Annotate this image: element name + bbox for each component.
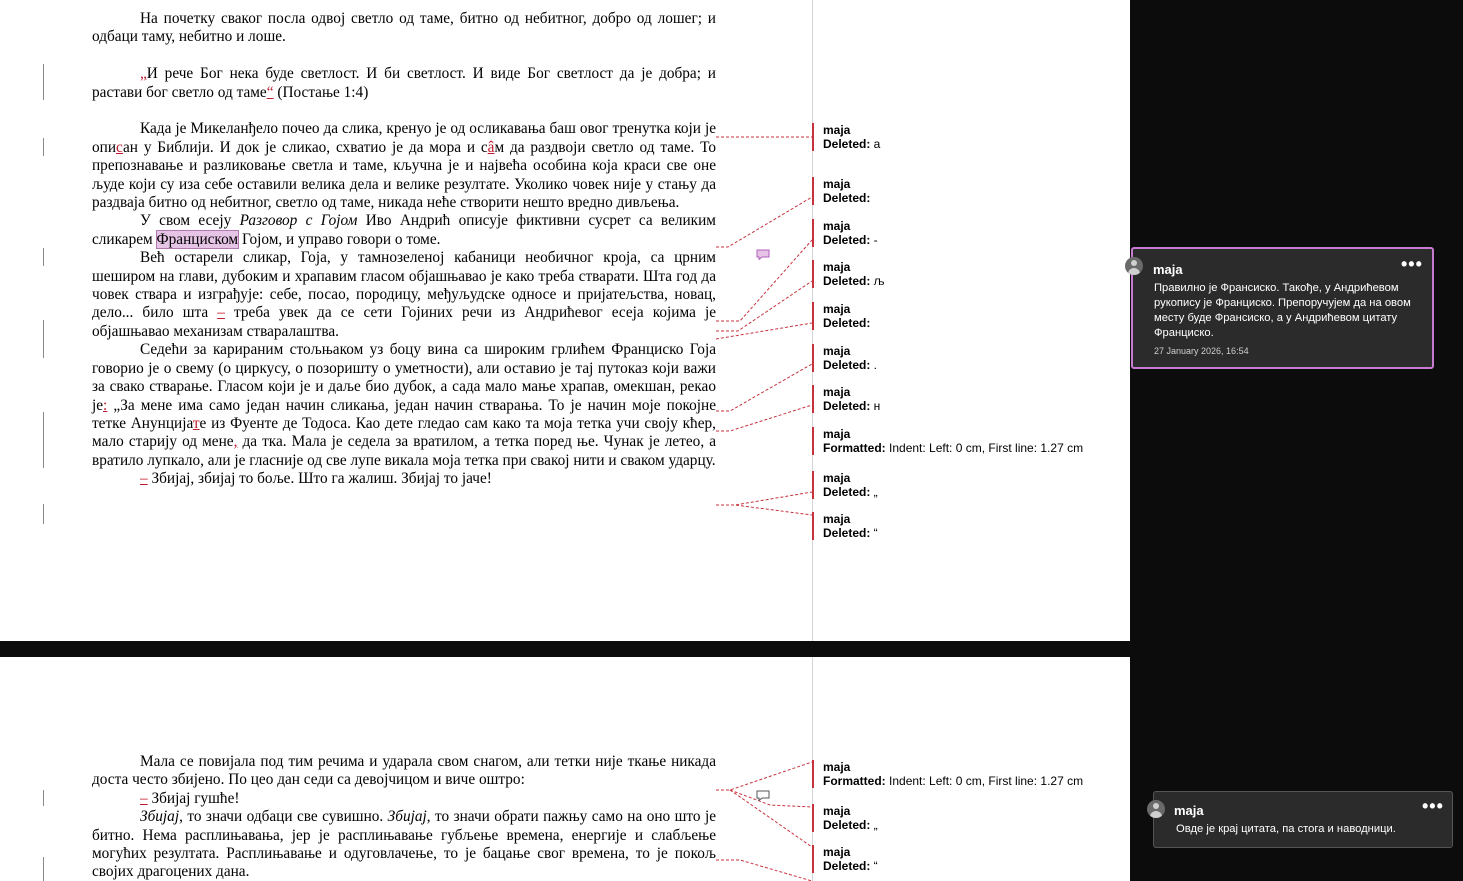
paragraph: У свом есеју Разговор с Гојом Иво Андрић описује фиктивни сусрет са великим сликарем Франциском Гојом, и управо говори о томе.	[92, 212, 716, 248]
comment-card-active[interactable]	[1131, 247, 1434, 369]
revision-balloon[interactable]: maja Deleted: .	[812, 344, 877, 372]
revision-balloon[interactable]: maja Deleted:	[812, 177, 870, 205]
comment-anchor-highlight[interactable]: Франциском	[156, 230, 239, 248]
inserted-text: т	[192, 414, 200, 432]
inserted-text: –	[140, 470, 148, 488]
inserted-text: „	[140, 65, 147, 83]
comment-text: Овде је крај цитата, па стога и наводници.	[1176, 823, 1396, 835]
change-bar	[43, 504, 44, 524]
comment-author: maja	[1153, 262, 1183, 277]
change-bar	[43, 248, 44, 266]
revision-balloon[interactable]: maja Deleted: а	[812, 123, 880, 151]
revision-balloon[interactable]: maja Formatted: Indent: Left: 0 cm, First line: 1.27 cm	[812, 760, 1083, 788]
comment-text: Правилно је Франсиско. Такође, у Андрићевом рукопису је Францискo. Препоручујем да на овом месту буде Франсиско, а у Андрићевом цитату Франциско.	[1154, 282, 1411, 339]
change-bar	[43, 412, 44, 468]
revision-balloon[interactable]: maja Deleted: -	[812, 219, 878, 247]
change-bar	[43, 320, 44, 358]
comment-timestamp: 27 January 2026, 16:54	[1154, 346, 1249, 356]
inserted-text: с	[116, 138, 124, 156]
paragraph: – Збијај гушће!	[140, 789, 240, 807]
comment-marker-icon[interactable]	[756, 249, 770, 260]
revision-balloon[interactable]: maja Deleted: “	[812, 512, 878, 540]
paragraph: Када је Микеланђело почео да слика, кренуо је од осликавања баш овог тренутка који је описан у Библији. И док је сликао, схватио је да мора и сâм да раздвоји светло од таме. То препознавање и разликовање светла и таме, кључна је и највећа особина која краси све оне људе који су иза себе оставили велика дела и велике резултате. Уколико човек није у стању да раздваја битно од небитног, светло од таме, никада неће створити нешто вредно дивљења.	[92, 120, 716, 212]
inserted-text: “	[266, 83, 274, 101]
inserted-text: –	[140, 789, 148, 807]
revision-balloon[interactable]: maja Deleted: љ	[812, 260, 885, 288]
revision-balloon[interactable]: maja Deleted: “	[812, 845, 878, 873]
paragraph: Седећи за карираним стољњаком уз боцу вина са широким грлићем Франциско Гоја говорио је о свему (о циркусу, о позоришту о уметности), али оставио је тај путоказ који важи за свако стварање. Гласом који је и даље био дубок, а сада мало мање храпав, омекшан, рекао је: „За мене има само један начин сликања, један начин стварања. То је начин моје покојне тетке Анунцијате из Фуенте де Тодоса. Као дете гледао сам како та моја тетка учи своју кћер, мало старију од мене, да тка. Мала је седела за вратилом, а тетка поред ње. Чунак је летео, а вратило лупкало, али је гласније од све лупе викала моја тетка при свакој нити и сваком ударцу.	[92, 341, 717, 469]
more-options-button[interactable]: •••	[1401, 254, 1423, 274]
inserted-text: ,	[233, 433, 238, 451]
comment-card[interactable]	[1153, 791, 1453, 848]
revision-balloon[interactable]: maja Deleted: „	[812, 471, 878, 499]
change-bar	[43, 138, 44, 156]
revision-balloon[interactable]: maja Deleted: н	[812, 385, 880, 413]
paragraph: На почетку сваког посла одвој светло од таме, битно од небитног, добро од лошег; и одбаци таму, небитно и лоше.	[92, 10, 716, 46]
comment-author: maja	[1174, 803, 1204, 818]
paragraph: Већ остарели сликар, Гоја, у тамнозеленој кабаници необичног кроја, са црним шеширом на глави, дубоким и храпавим гласом објашњавао је како треба стварати. Шта год да човек ствара и изграђује: себе, посао, породицу, међуљудске односе и пријатељства, новац, дело... било шта – треба увек да се сети Гојиних речи из Андрићевог есеја којима је објашњавао механизам стваралаштва.	[92, 249, 716, 340]
inserted-text: :	[103, 396, 108, 414]
more-options-button[interactable]: •••	[1422, 796, 1444, 816]
paragraph: – Збијај, збијај то боље. Што га жалиш. Збијај то јаче!	[140, 470, 492, 488]
document-body[interactable]	[92, 10, 716, 489]
change-bar	[43, 790, 44, 806]
avatar	[1125, 257, 1143, 275]
revision-balloon[interactable]: maja Deleted:	[812, 302, 870, 330]
document-page-2	[0, 657, 1130, 881]
revision-balloon[interactable]: maja Deleted: „	[812, 804, 878, 832]
change-bar	[43, 64, 44, 100]
comment-marker-icon[interactable]	[756, 790, 770, 801]
revision-balloon[interactable]: maja Formatted: Indent: Left: 0 cm, First line: 1.27 cm	[812, 427, 1083, 455]
inserted-text: –	[217, 304, 225, 322]
document-body[interactable]	[92, 753, 716, 881]
paragraph: Збијај, то значи одбаци све сувишно. Збијај, то значи обрати пажњу само на оно што је битно. Нема расплињавања, јер је расплињавање губљење времена, енергије и слабљење могућих резултата. Расплињавање и одуговлачење, то је бацање свог времена, то је покољ својих драгоцених дана.	[92, 808, 717, 881]
paragraph: „И рече Бог нека буде светлост. И би светлост. И виде Бог светлост да је добра; и растави бог светло од таме“ (Постање 1:4)	[92, 65, 716, 101]
change-bar	[43, 857, 44, 881]
avatar	[1147, 800, 1165, 818]
paragraph: Мала се повијала под тим речима и ударала свом снагом, али тетки није ткање никада доста често збијено. По цео дан седи са девојчицом и виче оштро:	[92, 753, 716, 789]
inserted-text: â	[487, 138, 495, 156]
